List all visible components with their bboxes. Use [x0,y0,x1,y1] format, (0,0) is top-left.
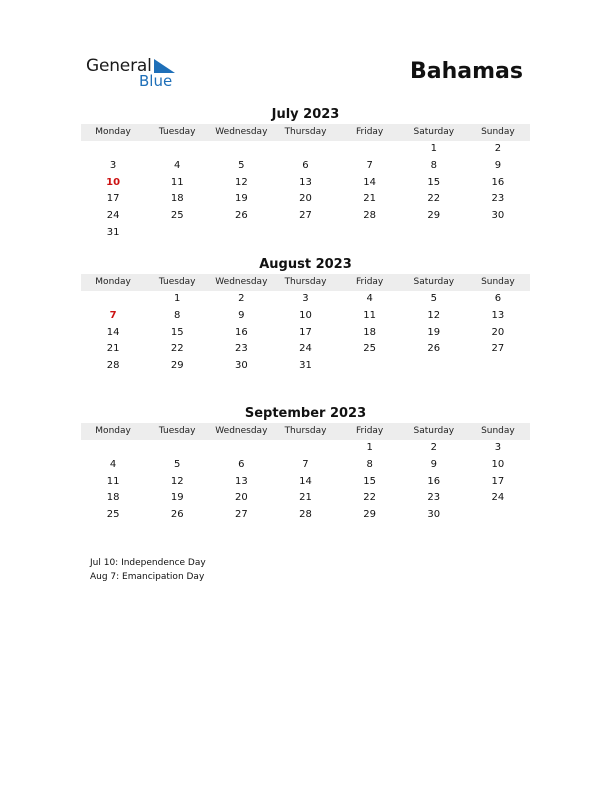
week-row [81,490,530,507]
day-cell: 12 [427,309,441,321]
day-cell: 4 [109,458,117,470]
empty-day-cell [145,141,209,158]
week-row [81,358,530,375]
day-cell: 30 [491,210,505,222]
day-cell: 2 [238,293,245,304]
day-cell: 27 [299,210,312,222]
day-cell: 21 [106,343,120,355]
day-cell: 17 [491,475,505,487]
week-row [81,457,530,474]
weekday-label: Monday [95,127,131,137]
logo-text-general: General [86,56,152,76]
weekday-header-row [81,423,530,440]
weekday-header-row [81,124,530,141]
day-cell: 3 [109,159,117,171]
holiday-notes [90,556,206,584]
empty-day-cell [338,358,402,375]
day-cell: 18 [106,492,120,504]
day-cell: 5 [238,159,245,171]
week-row [81,191,530,208]
empty-day-cell [466,358,530,375]
day-cell: 24 [491,492,505,504]
empty-day-cell [209,141,273,158]
day-cell: 5 [430,293,437,304]
day-cell: 1 [366,442,373,453]
weekday-header-row [81,274,530,291]
week-row [81,474,530,491]
day-cell: 16 [234,326,248,338]
week-row [81,175,530,192]
day-cell: 24 [299,343,312,355]
weekday-label: Tuesday [158,277,196,287]
day-cell: 12 [170,475,184,487]
day-cell: 29 [363,509,376,521]
weekday-label: Thursday [284,277,327,287]
day-cell: 2 [494,143,502,154]
day-cell: 6 [494,293,502,304]
day-cell: 9 [238,309,245,321]
day-cell: 30 [234,360,248,372]
day-cell: 26 [234,210,248,222]
day-cell: 20 [299,193,312,205]
day-cell: 13 [299,176,312,188]
day-cell: 5 [174,458,181,470]
day-cell: 14 [106,326,120,338]
holiday-day-cell: 7 [109,309,117,321]
day-cell: 4 [366,293,373,304]
empty-day-cell [402,225,466,242]
weekday-label: Sunday [481,426,515,436]
day-cell: 11 [363,309,376,321]
day-cell: 18 [363,326,376,338]
empty-day-cell [338,141,402,158]
week-row [81,507,530,524]
empty-day-cell [273,440,337,457]
day-cell: 15 [427,176,441,188]
week-row [81,141,530,158]
day-cell: 31 [106,226,120,238]
country-title: Bahamas [410,59,523,84]
day-cell: 28 [299,509,312,521]
day-cell: 13 [234,475,248,487]
day-cell: 26 [427,343,441,355]
day-cell: 8 [174,309,181,321]
empty-day-cell [466,225,530,242]
holiday-note: Aug 7: Emancipation Day [90,572,205,582]
day-cell: 14 [299,475,312,487]
week-row [81,341,530,358]
day-cell: 30 [427,509,441,521]
month-title: July 2023 [271,107,340,122]
day-cell: 29 [170,360,184,372]
weekday-label: Thursday [284,426,327,436]
day-cell: 17 [299,326,312,338]
day-cell: 1 [430,143,437,154]
day-cell: 19 [234,193,248,205]
week-row [81,158,530,175]
day-cell: 16 [427,475,441,487]
weekday-label: Monday [95,277,131,287]
weekday-label: Monday [95,426,131,436]
weekday-label: Sunday [481,277,515,287]
day-cell: 23 [234,343,248,355]
day-cell: 11 [170,176,184,188]
holiday-note: Jul 10: Independence Day [90,558,206,568]
day-cell: 27 [234,509,248,521]
empty-day-cell [273,141,337,158]
week-row [81,325,530,342]
day-cell: 2 [430,442,437,453]
empty-day-cell [145,225,209,242]
day-cell: 21 [299,492,312,504]
week-row [81,308,530,325]
day-cell: 7 [302,458,309,470]
empty-day-cell [466,507,530,524]
day-cell: 19 [170,492,184,504]
day-cell: 25 [363,343,376,355]
day-cell: 4 [174,159,181,171]
day-cell: 24 [106,210,120,222]
day-cell: 20 [491,326,505,338]
day-cell: 31 [299,360,312,372]
day-cell: 6 [302,159,309,171]
weekday-label: Sunday [481,127,515,137]
day-cell: 13 [491,309,505,321]
month-block [81,256,530,375]
week-row [81,225,530,242]
day-cell: 28 [106,360,120,372]
weekday-label: Wednesday [215,127,268,137]
day-cell: 8 [366,458,373,470]
weekday-label: Wednesday [215,426,268,436]
day-cell: 9 [494,159,502,171]
brand-logo [86,56,186,92]
week-row [81,208,530,225]
empty-day-cell [209,225,273,242]
weekday-label: Friday [355,426,384,436]
weekday-label: Friday [355,127,384,137]
day-cell: 10 [491,458,505,470]
weekday-label: Saturday [413,426,455,436]
empty-day-cell [209,440,273,457]
weekday-label: Friday [355,277,384,287]
empty-day-cell [402,358,466,375]
week-row [81,291,530,308]
holiday-day-cell: 10 [106,176,121,188]
day-cell: 26 [170,509,184,521]
logo-text-blue: Blue [139,72,173,90]
day-cell: 11 [106,475,120,487]
day-cell: 20 [234,492,248,504]
day-cell: 14 [363,176,376,188]
week-row [81,440,530,457]
day-cell: 19 [427,326,441,338]
day-cell: 3 [302,293,309,304]
day-cell: 29 [427,210,441,222]
day-cell: 9 [430,458,437,470]
day-cell: 25 [106,509,120,521]
day-cell: 22 [363,492,376,504]
month-title: September 2023 [244,406,367,421]
weekday-label: Thursday [284,127,327,137]
empty-day-cell [145,440,209,457]
day-cell: 10 [299,309,312,321]
empty-day-cell [81,291,145,308]
day-cell: 12 [234,176,248,188]
day-cell: 27 [491,343,505,355]
day-cell: 15 [363,475,376,487]
day-cell: 23 [491,193,505,205]
weekday-label: Wednesday [215,277,268,287]
weekday-label: Saturday [413,277,455,287]
weekday-label: Tuesday [158,426,196,436]
month-block [81,106,530,242]
month-title: August 2023 [259,257,352,272]
day-cell: 22 [427,193,441,205]
weekday-label: Saturday [413,127,455,137]
day-cell: 16 [491,176,505,188]
day-cell: 21 [363,193,376,205]
day-cell: 8 [430,159,437,171]
empty-day-cell [81,440,145,457]
day-cell: 7 [366,159,373,171]
weekday-label: Tuesday [158,127,196,137]
logo-triangle-icon [154,59,175,73]
day-cell: 1 [174,293,181,304]
empty-day-cell [81,141,145,158]
empty-day-cell [273,225,337,242]
day-cell: 25 [170,210,184,222]
day-cell: 6 [238,458,245,470]
day-cell: 28 [363,210,376,222]
day-cell: 18 [170,193,184,205]
day-cell: 23 [427,492,441,504]
day-cell: 15 [170,326,184,338]
month-block [81,405,530,524]
day-cell: 22 [170,343,184,355]
empty-day-cell [338,225,402,242]
day-cell: 17 [106,193,120,205]
day-cell: 3 [494,442,502,453]
